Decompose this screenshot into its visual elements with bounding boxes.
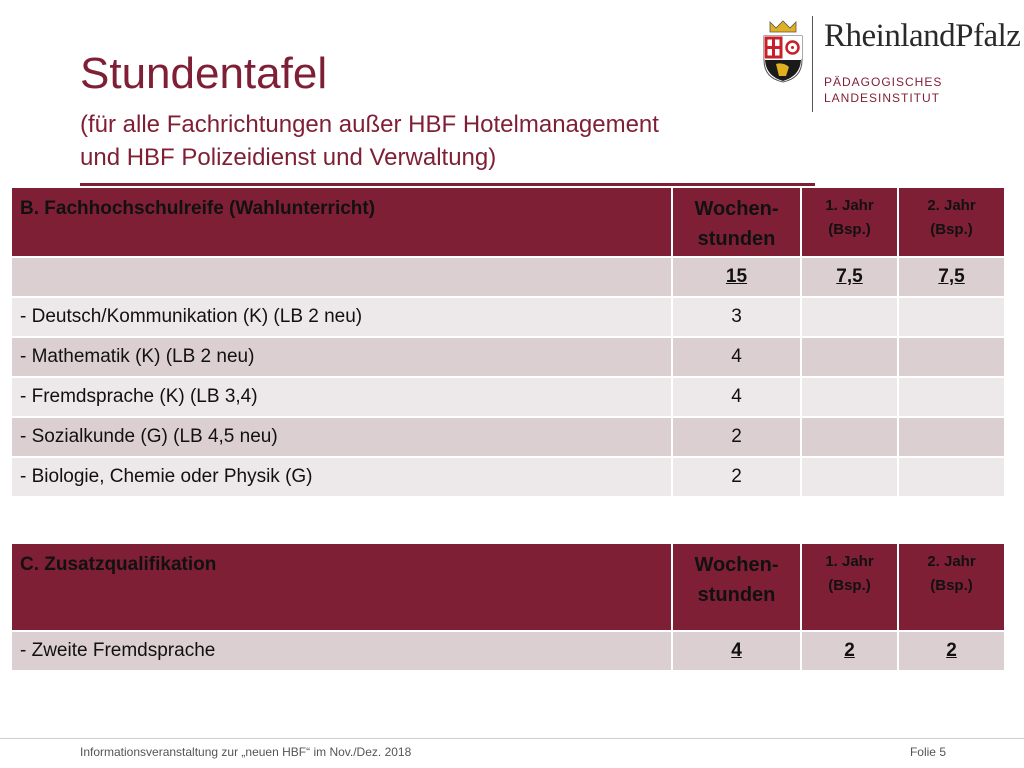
subject-week-hours: 4 <box>673 338 802 378</box>
table-fachhochschulreife <box>12 188 1004 498</box>
subject-label: - Deutsch/Kommunikation (K) (LB 2 neu) <box>12 298 673 338</box>
total-label <box>12 258 673 298</box>
header-label: B. Fachhochschulreife (Wahlunterricht) <box>12 188 673 258</box>
subject-year-2: 2 <box>899 632 1004 672</box>
subject-year-1 <box>802 458 899 498</box>
subject-year-2 <box>899 458 1004 498</box>
table-zusatzqualifikation <box>12 544 1004 672</box>
table-row <box>12 298 1004 338</box>
table-row <box>12 338 1004 378</box>
subject-year-2 <box>899 378 1004 418</box>
header-year-1-line-2: (Bsp.) <box>828 577 871 594</box>
subject-year-1: 2 <box>802 632 899 672</box>
header-year-1 <box>802 188 899 258</box>
table-row <box>12 378 1004 418</box>
header-label: C. Zusatzqualifikation <box>12 544 673 632</box>
header-year-2 <box>899 188 1004 258</box>
logo-subtitle-line-1: PÄDAGOGISCHES <box>824 75 943 89</box>
subject-label: - Mathematik (K) (LB 2 neu) <box>12 338 673 378</box>
header-year-1-line-1: 1. Jahr <box>825 197 874 214</box>
slide-number: Folie 5 <box>909 745 946 759</box>
total-week-hours: 15 <box>673 258 802 298</box>
logo-divider <box>812 16 813 112</box>
page-subtitle <box>80 108 800 174</box>
subject-label: - Sozialkunde (G) (LB 4,5 neu) <box>12 418 673 458</box>
subject-year-1 <box>802 338 899 378</box>
subject-week-hours: 4 <box>673 378 802 418</box>
subject-year-2 <box>899 298 1004 338</box>
subject-week-hours: 2 <box>673 418 802 458</box>
subject-year-1 <box>802 378 899 418</box>
subtitle-line-1: (für alle Fachrichtungen außer HBF Hotelmanagement <box>80 111 659 138</box>
header-year-1 <box>802 544 899 632</box>
header-week-line-2: stunden <box>697 228 776 250</box>
coat-of-arms-icon <box>762 18 804 84</box>
table-row <box>12 632 1004 672</box>
header-year-2-line-1: 2. Jahr <box>927 197 976 214</box>
total-year-1: 7,5 <box>802 258 899 298</box>
table-header-row <box>12 544 1004 632</box>
subject-week-hours: 4 <box>673 632 802 672</box>
header-year-2-line-2: (Bsp.) <box>930 577 973 594</box>
subject-year-1 <box>802 298 899 338</box>
table-total-row <box>12 258 1004 298</box>
header-week-line-1: Wochen- <box>694 198 779 220</box>
footer-text: Informationsveranstaltung zur „neuen HBF“ im Nov./Dez. 2018 <box>80 745 412 759</box>
header-week-line-1: Wochen- <box>694 554 779 576</box>
total-year-2: 7,5 <box>899 258 1004 298</box>
subject-week-hours: 2 <box>673 458 802 498</box>
header-year-2-line-2: (Bsp.) <box>930 221 973 238</box>
logo-subtitle-line-2: LANDESINSTITUT <box>824 91 941 105</box>
subtitle-line-2: und HBF Polizeidienst und Verwaltung) <box>80 144 497 171</box>
header-year-1-line-1: 1. Jahr <box>825 553 874 570</box>
header-year-1-line-2: (Bsp.) <box>828 221 871 238</box>
page-title: Stundentafel <box>80 49 328 98</box>
subject-label: - Fremdsprache (K) (LB 3,4) <box>12 378 673 418</box>
header-year-2-line-1: 2. Jahr <box>927 553 976 570</box>
table-row <box>12 458 1004 498</box>
table-row <box>12 418 1004 458</box>
logo-wordmark: RheinlandPfalz <box>824 18 1021 54</box>
subject-label: - Biologie, Chemie oder Physik (G) <box>12 458 673 498</box>
header-week-line-2: stunden <box>697 584 776 606</box>
header-week-hours <box>673 544 802 632</box>
header-year-2 <box>899 544 1004 632</box>
footer-divider <box>0 738 1024 739</box>
table-header-row <box>12 188 1004 258</box>
subject-year-1 <box>802 418 899 458</box>
title-underline <box>80 183 815 186</box>
subject-week-hours: 3 <box>673 298 802 338</box>
subject-year-2 <box>899 338 1004 378</box>
logo-subtitle <box>824 74 942 106</box>
subject-label: - Zweite Fremdsprache <box>12 632 673 672</box>
header-week-hours <box>673 188 802 258</box>
subject-year-2 <box>899 418 1004 458</box>
